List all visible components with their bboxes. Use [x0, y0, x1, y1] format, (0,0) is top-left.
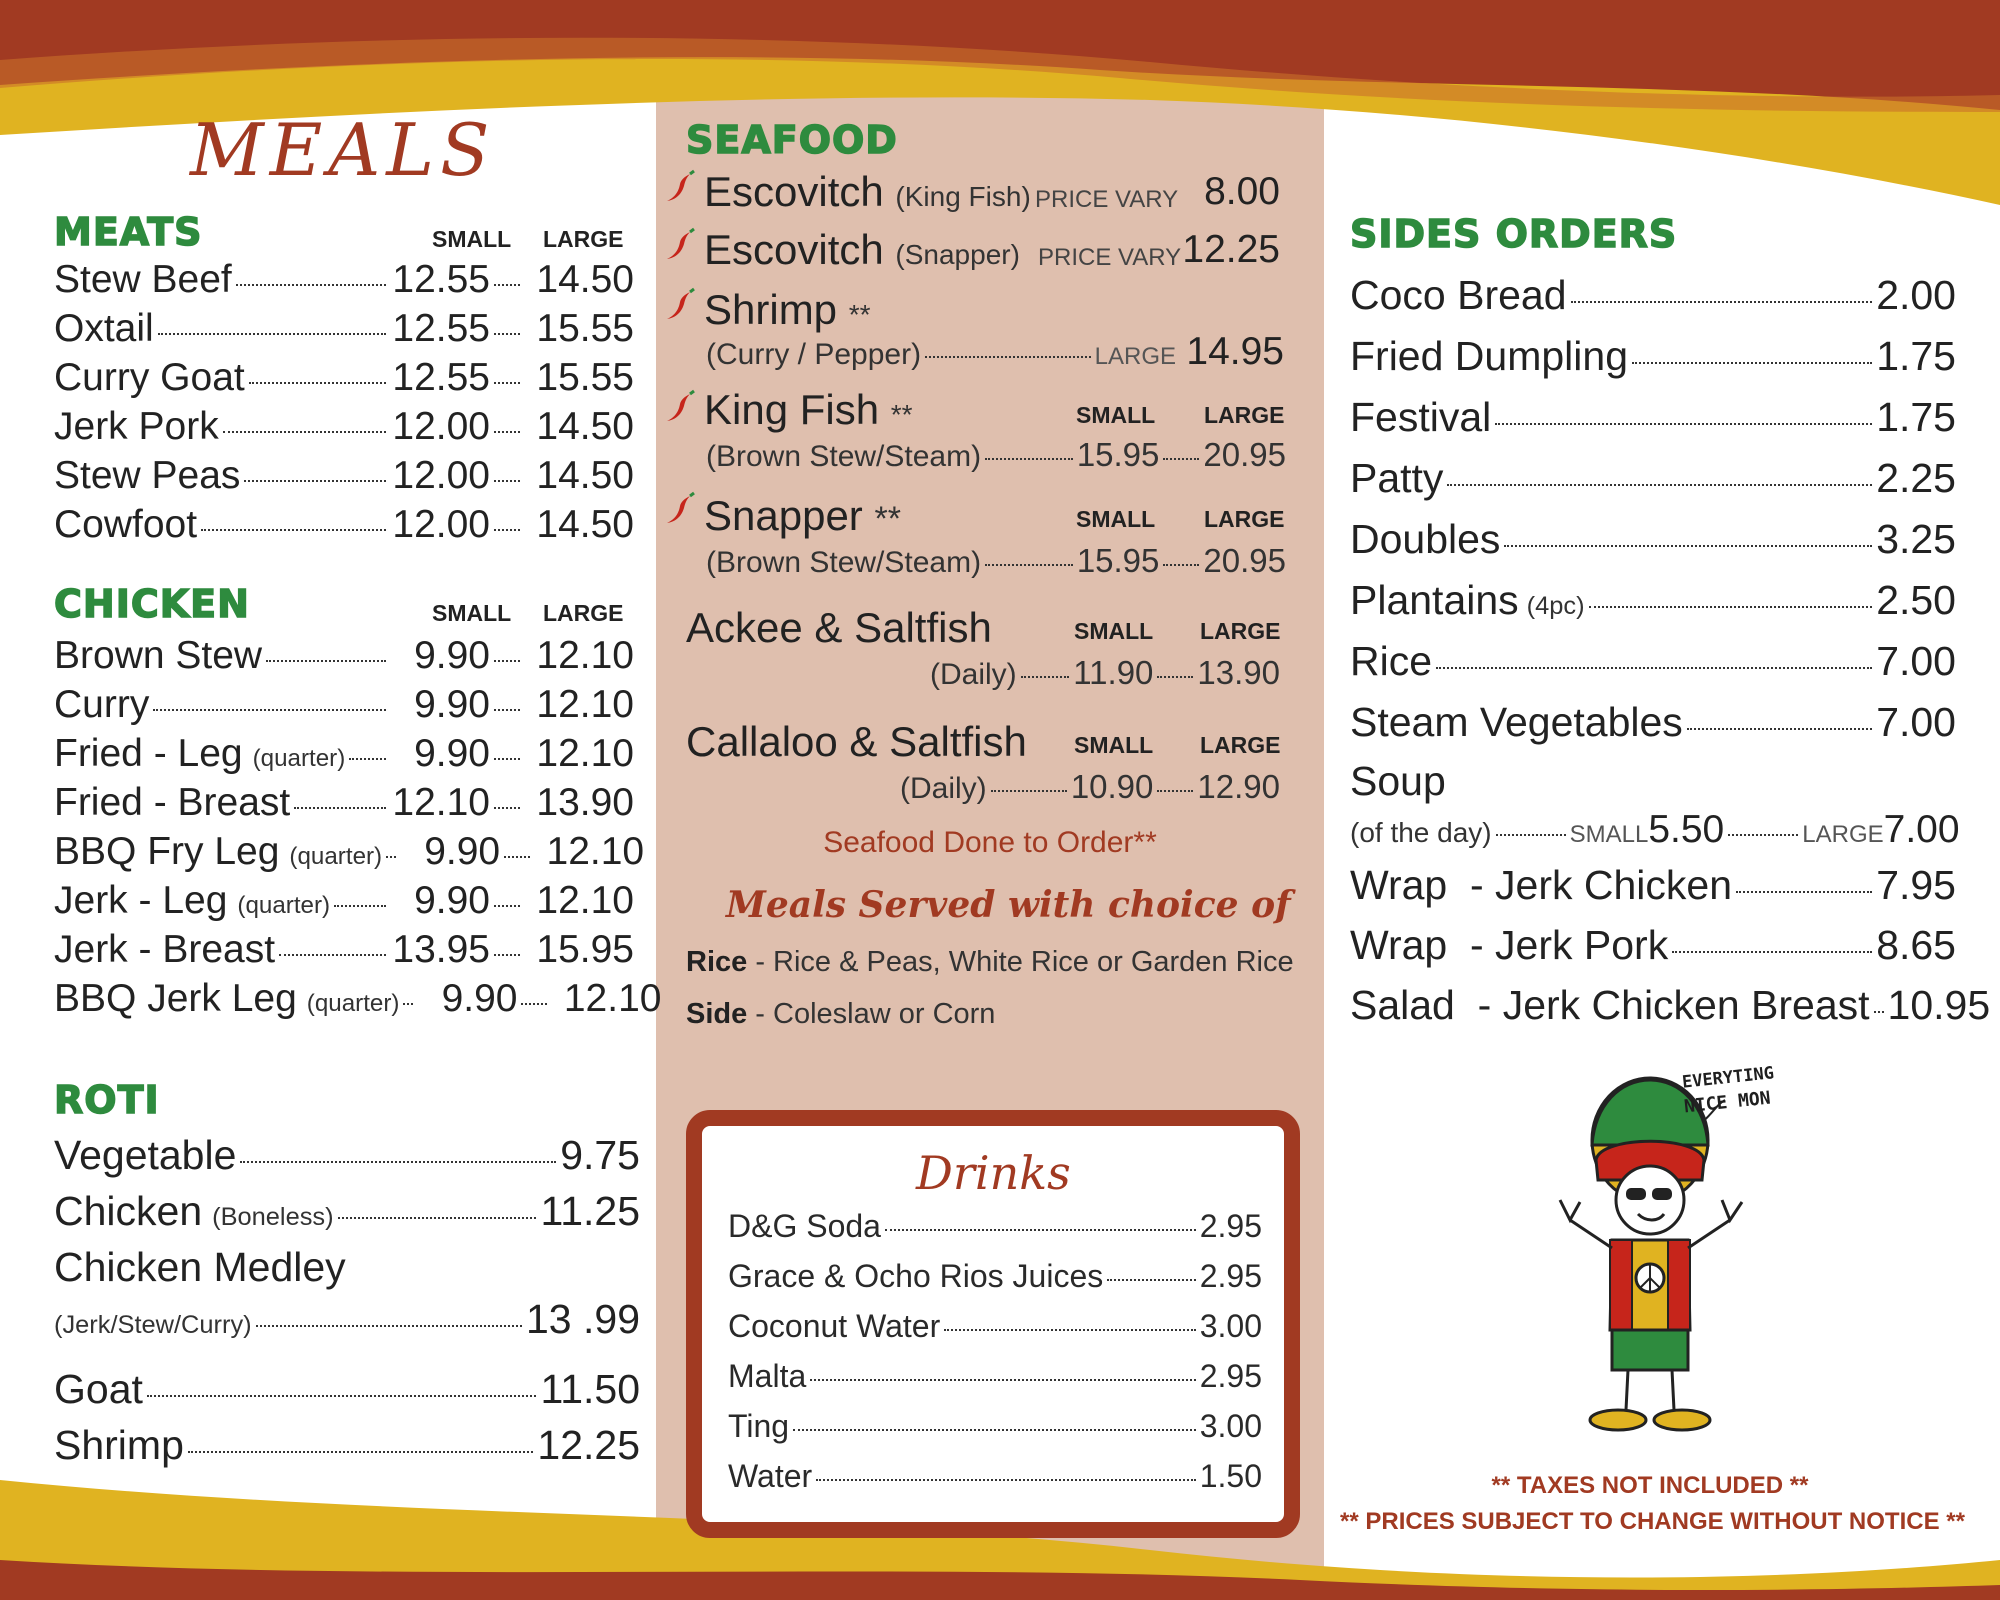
item-price: 13 .99: [526, 1296, 640, 1342]
item-note: (quarter): [306, 990, 400, 1017]
side-item: [1350, 455, 1956, 502]
price-large: 12.10: [546, 830, 645, 873]
item-name: Plantains: [1350, 577, 1519, 623]
snapper-name: Snapper **: [704, 492, 901, 539]
dot-leader: [1107, 1279, 1195, 1281]
chicken-heading: CHICKEN: [54, 582, 250, 626]
drink-item: [728, 1308, 1262, 1345]
item-name: BBQ Jerk Leg: [54, 977, 297, 1020]
dot-leader: [494, 954, 520, 956]
chicken-item: [54, 830, 645, 874]
dot-leader: [1736, 891, 1872, 893]
item-price: 11.25: [540, 1188, 640, 1234]
item-price: 12.25: [537, 1422, 640, 1468]
meats-item: [54, 258, 634, 302]
meats-item: [54, 307, 634, 351]
dot-leader: [885, 1229, 1196, 1231]
dot-leader: [810, 1379, 1195, 1381]
dot-leader: [153, 709, 386, 711]
item-name: Jerk - Leg: [54, 879, 228, 922]
item-name: Fried - Breast: [54, 781, 291, 824]
price-large: 15.55: [536, 307, 634, 350]
item-price: 1.50: [1199, 1458, 1262, 1494]
mascot-speech-line-2: NICE MON: [1683, 1087, 1772, 1118]
seafood-heading: SEAFOOD: [686, 118, 898, 162]
escovitch-king-price: 8.00: [1204, 170, 1280, 213]
item-name: Coco Bread: [1350, 272, 1567, 318]
dot-leader: [494, 529, 520, 531]
item-name: Vegetable: [54, 1132, 237, 1178]
side-item: [1350, 272, 1956, 319]
item-name: D&G Soda: [728, 1208, 881, 1244]
dot-leader: [1589, 606, 1873, 608]
item-note: (Boneless): [212, 1203, 334, 1231]
rice-choice: [686, 946, 1294, 979]
item-name: Coconut Water: [728, 1308, 941, 1344]
item-name: Jerk - Breast: [54, 928, 276, 971]
chicken-item: [54, 879, 634, 923]
dot-leader: [236, 284, 386, 286]
item-price: 2.25: [1876, 455, 1956, 501]
item-note: (Jerk/Stew/Curry): [54, 1311, 252, 1339]
shrimp-name: Shrimp **: [704, 286, 871, 333]
meats-small-label: SMALL: [432, 226, 512, 252]
item-note: (quarter): [289, 843, 383, 870]
roti-item: [54, 1244, 640, 1291]
dot-leader: [1672, 951, 1872, 953]
drink-item: [728, 1458, 1262, 1495]
side-text: - Coleslaw or Corn: [747, 998, 996, 1030]
dot-leader: [147, 1395, 537, 1397]
side-item: [1350, 577, 1956, 624]
dot-leader: [256, 1325, 522, 1327]
price-large: 14.50: [536, 503, 634, 546]
item-name: Fried - Leg: [54, 732, 243, 775]
chicken-item: [54, 634, 634, 678]
item-price: 3.00: [1199, 1308, 1262, 1344]
price-large: 13.90: [536, 781, 634, 824]
dot-leader: [494, 905, 520, 907]
meats-large-label: LARGE: [543, 226, 624, 252]
soup-name: Soup: [1350, 758, 1446, 804]
price-large: 14.50: [536, 405, 634, 448]
dot-leader: [1571, 301, 1873, 303]
snapper-small-label: SMALL: [1076, 506, 1156, 532]
escovitch-snapper-name: Escovitch (Snapper): [704, 226, 1020, 273]
callaloo-sub-row: (Daily) 10.90 12.90: [900, 768, 1280, 805]
dot-leader: [793, 1429, 1196, 1431]
king-fish-name: King Fish **: [704, 386, 913, 433]
dot-leader: [1687, 728, 1872, 730]
escovitch-king-name: Escovitch (King Fish): [704, 168, 1031, 215]
taxes-note: ** TAXES NOT INCLUDED **: [1491, 1472, 1809, 1499]
drinks-title: Drinks: [916, 1146, 1071, 1200]
meats-item: [54, 356, 634, 400]
price-large: 15.95: [536, 928, 634, 971]
price-small: 9.90: [414, 879, 490, 922]
drink-item: [728, 1408, 1262, 1445]
item-name: Wrap - Jerk Chicken: [1350, 862, 1733, 908]
dot-leader: [279, 954, 386, 956]
callaloo-small-label: SMALL: [1074, 732, 1154, 758]
dot-leader: [249, 382, 386, 384]
drink-item: [728, 1358, 1262, 1395]
price-small: 13.95: [392, 928, 490, 971]
item-price: 7.00: [1876, 638, 1956, 684]
pepper-icon: [664, 390, 698, 424]
dot-leader: [494, 480, 520, 482]
price-large: 12.10: [536, 634, 634, 677]
dot-leader: [494, 382, 520, 384]
item-name: Doubles: [1350, 516, 1501, 562]
dot-leader: [944, 1329, 1195, 1331]
item-price: 10.95: [1887, 982, 1991, 1028]
side-item: [1350, 394, 1956, 441]
pepper-icon: [664, 228, 698, 262]
shrimp-sub-row: (Curry / Pepper) LARGE: [706, 338, 1176, 371]
item-price: 2.95: [1199, 1258, 1262, 1294]
pepper-icon: [664, 492, 698, 526]
callaloo-large-label: LARGE: [1200, 732, 1281, 758]
drink-item: [728, 1258, 1262, 1295]
chicken-large-label: LARGE: [543, 600, 624, 626]
side-extra-item: [1350, 922, 1956, 969]
item-name: Shrimp: [54, 1422, 184, 1468]
ackee-sub-row: (Daily) 11.90 13.90: [930, 654, 1280, 691]
chicken-item: [54, 928, 634, 972]
meats-item: [54, 454, 634, 498]
dot-leader: [386, 856, 396, 858]
item-price: 8.65: [1876, 922, 1956, 968]
price-small: 9.90: [414, 634, 490, 677]
escovitch-king-vary: PRICE VARY: [1035, 186, 1179, 213]
dot-leader: [403, 1003, 413, 1005]
dot-leader: [158, 333, 386, 335]
item-name: Ting: [728, 1408, 790, 1444]
item-name: Chicken: [54, 1188, 203, 1234]
item-name: Patty: [1350, 455, 1444, 501]
price-small: 12.10: [392, 781, 490, 824]
item-name: Oxtail: [54, 307, 154, 350]
roti-item: [54, 1132, 640, 1179]
seafood-done-to-order: Seafood Done to Order**: [823, 826, 1157, 859]
drink-item: [728, 1208, 1262, 1245]
dot-leader: [223, 431, 386, 433]
pepper-icon: [664, 170, 698, 204]
item-price: 3.25: [1876, 516, 1956, 562]
dot-leader: [201, 529, 386, 531]
escovitch-snapper-vary: PRICE VARY: [1038, 244, 1182, 271]
item-name: Goat: [54, 1366, 143, 1412]
dot-leader: [338, 1217, 537, 1219]
item-name: Wrap - Jerk Pork: [1350, 922, 1669, 968]
item-name: Stew Beef: [54, 258, 232, 301]
item-name: Festival: [1350, 394, 1492, 440]
soup-row: (of the day) SMALL 5.50 LARGE 7.00: [1350, 808, 1960, 851]
dot-leader: [1436, 667, 1872, 669]
item-price: 11.50: [540, 1366, 640, 1412]
item-name: Chicken Medley: [54, 1244, 346, 1290]
item-price: 9.75: [560, 1132, 640, 1178]
chicken-item: [54, 732, 634, 776]
price-small: 12.55: [392, 356, 490, 399]
king-fish-sub-row: (Brown Stew/Steam) 15.95 20.95: [706, 436, 1286, 473]
price-large: 14.50: [536, 454, 634, 497]
item-price: 2.50: [1876, 577, 1956, 623]
item-name: Fried Dumpling: [1350, 333, 1628, 379]
price-small: 12.55: [392, 258, 490, 301]
item-price: 1.75: [1876, 333, 1956, 379]
roti-item: [54, 1296, 640, 1343]
dot-leader: [240, 1161, 556, 1163]
dot-leader: [188, 1451, 534, 1453]
price-small: 9.90: [414, 683, 490, 726]
item-name: Jerk Pork: [54, 405, 219, 448]
item-price: 3.00: [1199, 1408, 1262, 1444]
price-small: 9.90: [441, 977, 518, 1020]
sides-heading: SIDES ORDERS: [1350, 212, 1678, 256]
price-small: 12.00: [392, 454, 490, 497]
dot-leader: [1874, 1011, 1884, 1013]
dot-leader: [494, 807, 520, 809]
chicken-small-label: SMALL: [432, 600, 512, 626]
item-price: 2.95: [1199, 1208, 1262, 1244]
king-fish-large-label: LARGE: [1204, 402, 1285, 428]
price-small: 12.00: [392, 405, 490, 448]
price-large: 12.10: [536, 879, 634, 922]
shrimp-price: 14.95: [1186, 330, 1284, 373]
item-name: Stew Peas: [54, 454, 241, 497]
dot-leader: [1495, 423, 1872, 425]
mascot-speech-line-1: EVERYTING: [1681, 1063, 1775, 1093]
dot-leader: [244, 480, 386, 482]
dot-leader: [494, 758, 520, 760]
meals-title: MEALS: [190, 108, 496, 192]
item-price: 2.95: [1199, 1358, 1262, 1394]
pepper-icon: [664, 288, 698, 322]
dot-leader: [1447, 484, 1872, 486]
rice-text: - Rice & Peas, White Rice or Garden Rice: [747, 946, 1294, 978]
price-small: 9.90: [414, 732, 490, 775]
roti-item: [54, 1188, 640, 1235]
price-large: 14.50: [536, 258, 634, 301]
item-name: Water: [728, 1458, 813, 1494]
snapper-sub-row: (Brown Stew/Steam) 15.95 20.95: [706, 542, 1286, 579]
chicken-item: [54, 977, 662, 1021]
item-price: 7.95: [1876, 862, 1956, 908]
item-name: BBQ Fry Leg: [54, 830, 280, 873]
dot-leader: [494, 333, 520, 335]
dot-leader: [494, 660, 520, 662]
price-small: 12.55: [392, 307, 490, 350]
ackee-name: Ackee & Saltfish: [686, 604, 992, 651]
side-item: [1350, 333, 1956, 380]
rice-label: Rice: [686, 946, 748, 978]
dot-leader: [816, 1479, 1196, 1481]
dot-leader: [334, 905, 386, 907]
ackee-small-label: SMALL: [1074, 618, 1154, 644]
item-name: Grace & Ocho Rios Juices: [728, 1258, 1104, 1294]
item-price: 2.00: [1876, 272, 1956, 318]
dot-leader: [294, 807, 386, 809]
chicken-item: [54, 781, 634, 825]
dot-leader: [349, 758, 386, 760]
item-name: Brown Stew: [54, 634, 263, 677]
dot-leader: [504, 856, 530, 858]
callaloo-name: Callaloo & Saltfish: [686, 718, 1027, 765]
side-item: [1350, 699, 1956, 746]
dot-leader: [266, 660, 386, 662]
price-large: 15.55: [536, 356, 634, 399]
item-note: (quarter): [237, 892, 331, 919]
dot-leader: [494, 431, 520, 433]
item-name: Cowfoot: [54, 503, 198, 546]
item-name: Malta: [728, 1358, 807, 1394]
item-name: Curry: [54, 683, 150, 726]
price-large: 12.10: [536, 732, 634, 775]
side-choice: [686, 998, 995, 1031]
snapper-large-label: LARGE: [1204, 506, 1285, 532]
item-note: (4pc): [1526, 592, 1585, 620]
dot-leader: [494, 709, 520, 711]
item-name: Salad - Jerk Chicken Breast: [1350, 982, 1870, 1028]
item-price: 1.75: [1876, 394, 1956, 440]
item-name: Steam Vegetables: [1350, 699, 1683, 745]
side-item: [1350, 638, 1956, 685]
ackee-large-label: LARGE: [1200, 618, 1281, 644]
roti-item: [54, 1366, 640, 1413]
price-small: 9.90: [424, 830, 501, 873]
roti-item: [54, 1422, 640, 1469]
meats-item: [54, 405, 634, 449]
escovitch-snapper-price: 12.25: [1182, 228, 1280, 271]
side-label: Side: [686, 998, 748, 1030]
side-extra-item: [1350, 982, 1991, 1029]
item-name: Rice: [1350, 638, 1433, 684]
price-large: 12.10: [563, 977, 662, 1020]
price-large: 12.10: [536, 683, 634, 726]
served-with-heading: Meals Served with choice of: [726, 884, 1291, 926]
dot-leader: [1632, 362, 1872, 364]
side-item: [1350, 516, 1956, 563]
item-name: Curry Goat: [54, 356, 245, 399]
roti-heading: ROTI: [54, 1078, 160, 1122]
king-fish-small-label: SMALL: [1076, 402, 1156, 428]
meats-heading: MEATS: [54, 210, 203, 254]
dot-leader: [494, 284, 520, 286]
dot-leader: [1504, 545, 1872, 547]
price-small: 12.00: [392, 503, 490, 546]
meats-item: [54, 503, 634, 547]
dot-leader: [521, 1003, 547, 1005]
prices-note: ** PRICES SUBJECT TO CHANGE WITHOUT NOTICE **: [1340, 1508, 1965, 1535]
item-note: (quarter): [252, 745, 346, 772]
side-extra-item: [1350, 862, 1956, 909]
item-price: 7.00: [1876, 699, 1956, 745]
chicken-item: [54, 683, 634, 727]
